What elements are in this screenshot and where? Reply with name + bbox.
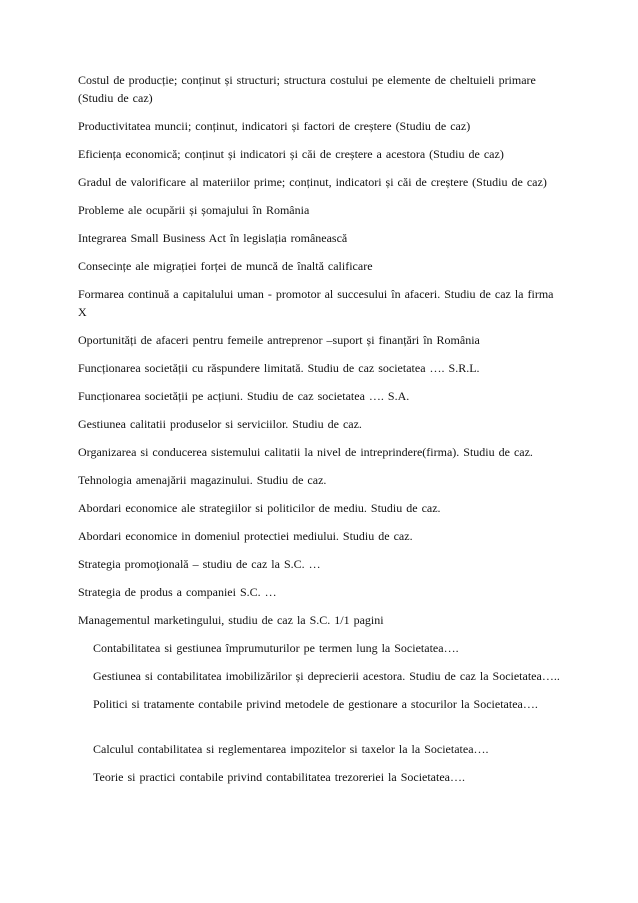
indented-topic-item: Contabilitatea si gestiunea împrumuturilor pe termen lung la Societatea…. xyxy=(93,641,459,655)
topic-item: Gestiunea calitatii produselor si serviciilor. Studiu de caz. xyxy=(78,417,362,431)
topic-item: Managementul marketingului, studiu de caz la S.C. 1/1 pagini xyxy=(78,613,384,627)
topic-item: Funcționarea societății pe acțiuni. Studiu de caz societatea …. S.A. xyxy=(78,389,410,403)
topic-item: Funcționarea societății cu răspundere limitată. Studiu de caz societatea …. S.R.L. xyxy=(78,361,480,375)
indented-topic-item: Gestiunea si contabilitatea imobilizărilor și deprecierii acestora. Studiu de caz la Societatea….. xyxy=(93,669,560,683)
topic-item: Abordari economice ale strategiilor si politicilor de mediu. Studiu de caz. xyxy=(78,501,441,515)
indented-topic-item: Calculul contabilitatea si reglementarea impozitelor si taxelor la la Societatea…. xyxy=(93,742,489,756)
topic-item: Gradul de valorificare al materiilor prime; conținut, indicatori și căi de creștere (Studiu de caz) xyxy=(78,175,547,189)
topic-item: Productivitatea muncii; conținut, indicatori și factori de creștere (Studiu de caz) xyxy=(78,119,471,133)
topic-item: Formarea continuă a capitalului uman - promotor al succesului în afaceri. Studiu de caz la firma X xyxy=(78,287,554,319)
topic-list xyxy=(78,71,564,796)
topic-item: Consecințe ale migrației forței de muncă de înaltă calificare xyxy=(78,259,373,273)
topic-item: Strategia promoţională – studiu de caz la S.C. … xyxy=(78,557,321,571)
topic-item: Probleme ale ocupării și șomajului în România xyxy=(78,203,310,217)
topic-item: Costul de producție; conținut și structuri; structura costului pe elemente de cheltuieli primare (Studiu de caz) xyxy=(78,73,536,105)
topic-item: Strategia de produs a companiei S.C. … xyxy=(78,585,277,599)
topic-item: Abordari economice in domeniul protectiei mediului. Studiu de caz. xyxy=(78,529,413,543)
indented-topic-item: Politici si tratamente contabile privind metodele de gestionare a stocurilor la Societatea…. xyxy=(93,697,538,711)
topic-item: Oportunități de afaceri pentru femeile antreprenor –suport și finanțări în România xyxy=(78,333,480,347)
indented-topic-item: Teorie si practici contabile privind contabilitatea trezoreriei la Societatea…. xyxy=(93,770,465,784)
topic-item: Eficiența economică; conținut și indicatori și căi de creștere a acestora (Studiu de caz) xyxy=(78,147,504,161)
topic-item: Integrarea Small Business Act în legislația românească xyxy=(78,231,348,245)
topic-item: Tehnologia amenajării magazinului. Studiu de caz. xyxy=(78,473,327,487)
topic-item: Organizarea si conducerea sistemului calitatii la nivel de intreprindere(firma). Studiu de caz. xyxy=(78,445,533,459)
